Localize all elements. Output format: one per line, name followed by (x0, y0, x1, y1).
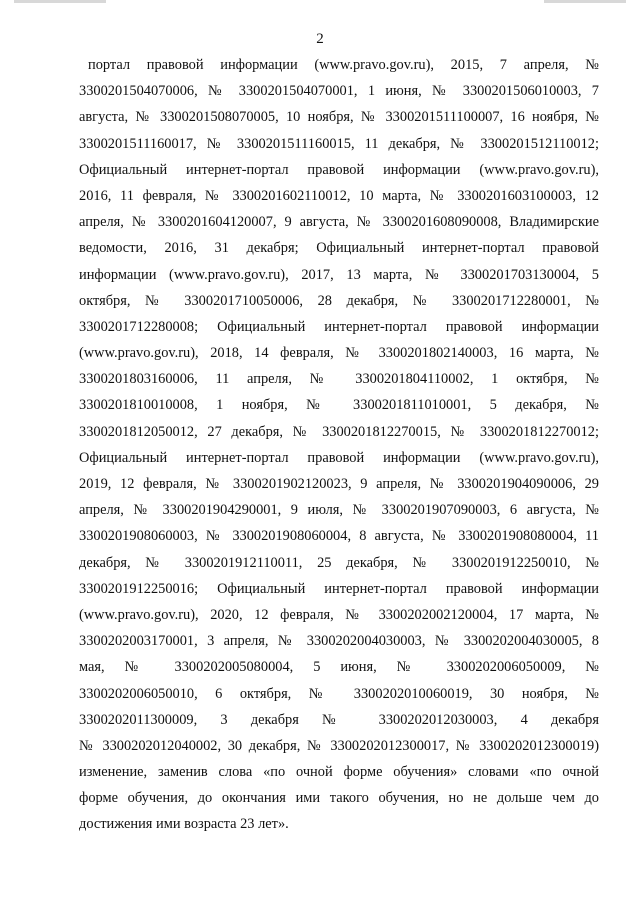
scan-edge-mark (544, 0, 626, 3)
text-line: 3300201803160006, 11 апреля, № 3300201804110002, 1 октября, № (79, 371, 599, 388)
scan-edge-mark (14, 0, 106, 3)
text-line: 2016, 11 февраля, № 3300201602110012, 10 марта, № 3300201603100003, 12 (79, 187, 599, 204)
text-line: форме обучения, до окончания ими такого обучения, но не дольше чем до (79, 790, 599, 807)
text-line: апреля, № 3300201904290001, 9 июля, № 3300201907090003, 6 августа, № (79, 502, 599, 519)
text-line: (www.pravo.gov.ru), 2018, 14 февраля, № 3300201802140003, 16 марта, № (79, 345, 599, 362)
text-line: Официальный интернет-портал правовой информации (www.pravo.gov.ru), (79, 161, 599, 178)
text-line: 3300201812050012, 27 декабря, № 3300201812270015, № 3300201812270012; (79, 423, 599, 440)
text-line: (www.pravo.gov.ru), 2020, 12 февраля, № 3300202002120004, 17 марта, № (79, 606, 599, 623)
text-line: № 3300202012040002, 30 декабря, № 3300202012300017, № 3300202012300019) (79, 737, 599, 754)
text-line: августа, № 3300201508070005, 10 ноября, № 3300201511100007, 16 ноября, № (79, 109, 599, 126)
text-line: портал правовой информации (www.pravo.gov.ru), 2015, 7 апреля, № (88, 57, 599, 73)
text-line: изменение, заменив слова «по очной форме обучения» словами «по очной (79, 764, 599, 781)
text-line: мая, № 3300202005080004, 5 июня, № 3300202006050009, № (79, 659, 599, 676)
document-body-text (79, 52, 599, 838)
text-line: 3300201912250016; Официальный интернет-портал правовой информации (79, 580, 599, 597)
page-number: 2 (316, 31, 324, 47)
text-line: 3300202003170001, 3 апреля, № 3300202004030003, № 3300202004030005, 8 (79, 633, 599, 650)
text-line: 3300201908060003, № 3300201908060004, 8 августа, № 3300201908080004, 11 (79, 528, 599, 545)
text-line: апреля, № 3300201604120007, 9 августа, № 3300201608090008, Владимирские (79, 214, 599, 231)
text-line: 3300202011300009, 3 декабря № 3300202012030003, 4 декабря (79, 711, 599, 728)
text-line: ведомости, 2016, 31 декабря; Официальный интернет-портал правовой (79, 240, 599, 257)
text-line: 2019, 12 февраля, № 3300201902120023, 9 апреля, № 3300201904090006, 29 (79, 476, 599, 492)
text-line: 3300201504070006, № 3300201504070001, 1 июня, № 3300201506010003, 7 (79, 83, 599, 100)
text-line: 3300201712280008; Официальный интернет-портал правовой информации (79, 318, 599, 335)
text-line: декабря, № 3300201912110011, 25 декабря, № 3300201912250010, № (79, 554, 599, 571)
text-line: информации (www.pravo.gov.ru), 2017, 13 марта, № 3300201703130004, 5 (79, 266, 599, 283)
text-line: Официальный интернет-портал правовой информации (www.pravo.gov.ru), (79, 449, 599, 466)
text-line: 3300201810010008, 1 ноября, № 3300201811010001, 5 декабря, № (79, 397, 599, 414)
text-line: 3300202006050010, 6 октября, № 3300202010060019, 30 ноября, № (79, 685, 599, 702)
text-line: октября, № 3300201710050006, 28 декабря, № 3300201712280001, № (79, 292, 599, 309)
text-line: достижения ими возраста 23 лет». (79, 816, 289, 833)
text-line: 3300201511160017, № 3300201511160015, 11 декабря, № 3300201512110012; (79, 135, 599, 152)
